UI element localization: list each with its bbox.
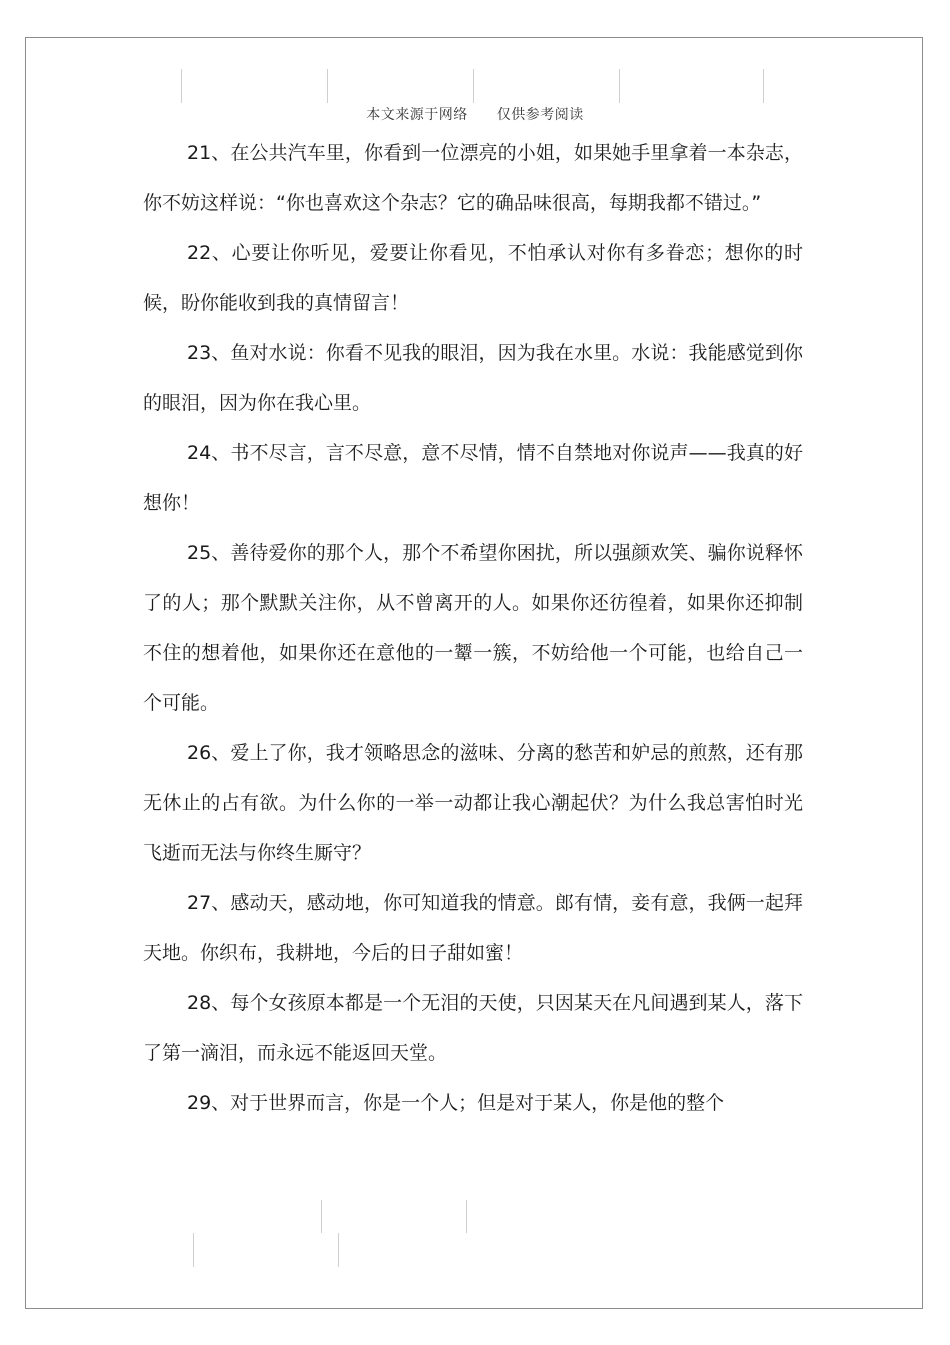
paragraph-22: 22、心要让你听见，爱要让你看见，不怕承认对你有多眷恋；想你的时候，盼你能收到我的真情留言！	[143, 242, 803, 314]
header-divider	[473, 69, 474, 103]
paragraph-26: 26、爱上了你，我才领略思念的滋味、分离的愁苦和妒忌的煎熬，还有那无休止的占有欲。为什么你的一举一动都让我心潮起伏？为什么我总害怕时光飞逝而无法与你终生厮守？	[143, 742, 803, 864]
paragraph-24: 24、书不尽言，言不尽意，意不尽情，情不自禁地对你说声——我真的好想你！	[143, 442, 803, 514]
footer-divider	[193, 1233, 194, 1267]
paragraph-25: 25、善待爱你的那个人，那个不希望你困扰，所以强颜欢笑、骗你说释怀了的人；那个默默关注你，从不曾离开的人。如果你还彷徨着，如果你还抑制不住的想着他，如果你还在意他的一颦一簇，不妨给他一个可能，也给自己一个可能。	[143, 542, 803, 714]
footer-divider	[338, 1233, 339, 1267]
header-divider	[181, 69, 182, 103]
paragraph-27: 27、感动天，感动地，你可知道我的情意。郎有情，妾有意，我俩一起拜天地。你织布，我耕地，今后的日子甜如蜜！	[143, 892, 803, 964]
footer-divider	[321, 1200, 322, 1233]
paragraph-21: 21、在公共汽车里，你看到一位漂亮的小姐，如果她手里拿着一本杂志，你不妨这样说：“你也喜欢这个杂志？它的确品味很高，每期我都不错过。”	[143, 142, 803, 214]
header-divider	[327, 69, 328, 103]
reference-note: 仅供参考阅读	[496, 107, 584, 123]
paragraph-29: 29、对于世界而言，你是一个人；但是对于某人，你是他的整个	[187, 1092, 725, 1114]
article-body	[143, 128, 803, 1128]
source-note: 本文来源于网络	[366, 107, 468, 123]
paragraph-23: 23、鱼对水说：你看不见我的眼泪，因为我在水里。水说：我能感觉到你的眼泪，因为你在我心里。	[143, 342, 803, 414]
footer-divider	[466, 1200, 467, 1233]
header-divider	[619, 69, 620, 103]
header-note	[0, 104, 950, 124]
header-divider	[763, 69, 764, 103]
paragraph-28: 28、每个女孩原本都是一个无泪的天使，只因某天在凡间遇到某人，落下了第一滴泪，而永远不能返回天堂。	[143, 992, 803, 1064]
